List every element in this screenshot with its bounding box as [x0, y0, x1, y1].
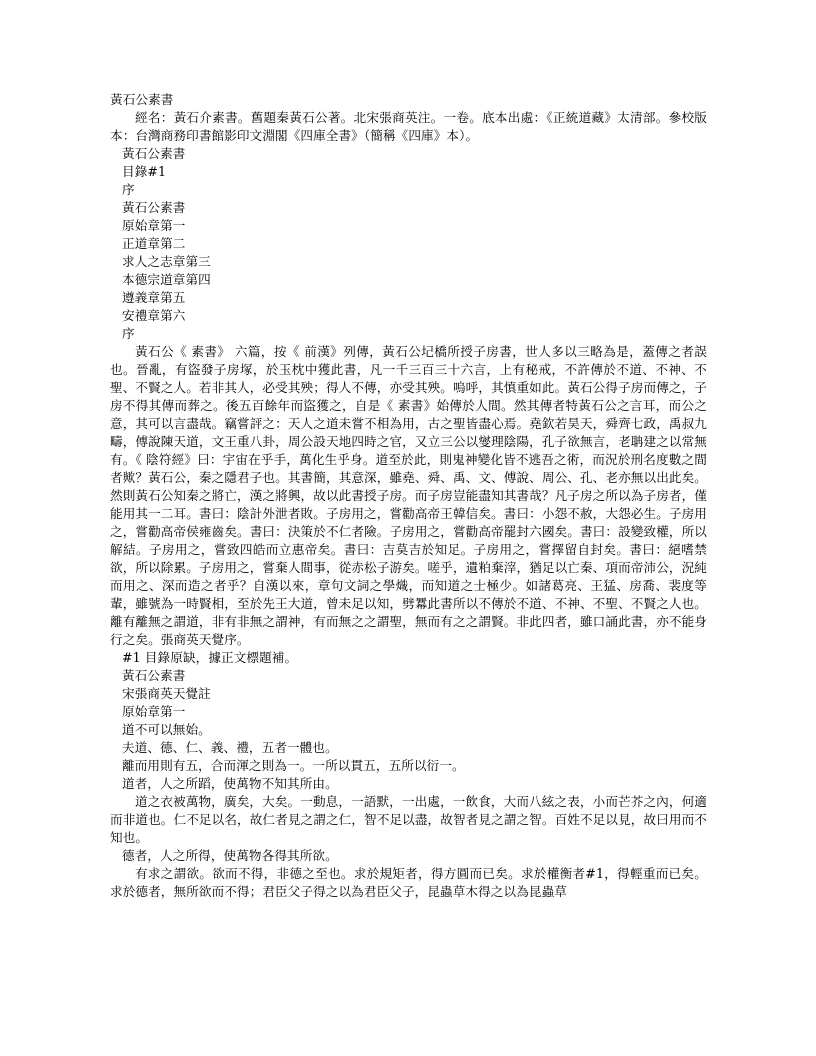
body-annotator-line: 宋張商英天覺註: [122, 686, 211, 701]
preface-body-paragraph: 黃石公《 素書》 六篇，按《 前漢》列傳，黃石公圮橋所授子房書，世人多以三略為是，蓋傳之者誤也。晉亂，有盜發子房塚，於玉枕中獲此書，凡一千三百三十六言，上有秘戒，不許傳於不道、不神、不聖、不賢之人。若非其人，必受其殃；得人不傳，亦受其殃。嗚呼，其慎重如此。黃石公得子房而傳之，子房不得其傳而葬之。後五百餘年而盜獲之，自是《 素書》始傳於人間。然其傳者特黃石公之言耳，而公之意，其可以言盡哉。竊嘗評之：天人之道未嘗不相為用，古之聖皆盡心焉。堯欽若昊天，舜齊七政，禹叔九疇，傅說陳天道，文王重八卦，周公設天地四時之官，又立三公以燮理陰陽，孔子欲無言，老聃建之以常無有。《 陰符經》曰：宇宙在乎手，萬化生乎身。道至於此，則鬼神變化皆不逃吾之術，而況於刑名度數之間者歟？黃石公，秦之隱君子也。其書簡，其意深，雖堯、舜、禹、文、傅說、周公、孔、老亦無以出此矣。然則黃石公知秦之將亡，漢之將興，故以此書授子房。而子房豈能盡知其書哉？凡子房之所以為子房者，僅能用其一二耳。書曰：陰計外泄者敗。子房用之，嘗勸高帝王韓信矣。書曰：小怨不赦，大怨必生。子房用之，嘗勸高帝侯雍齒矣。書曰：決策於不仁者險。子房用之，嘗勸高帝罷封六國矣。書曰：設變致權，所以解結。子房用之，嘗致四皓而立惠帝矣。書曰：吉莫吉於知足。子房用之，嘗擇留自封矣。書曰：絕嗜禁欲，所以除累。子房用之，嘗棄人間事，從赤松子游矣。嗟乎，遺粕棄滓，猶足以亡秦、項而帝沛公，況純而用之、深而造之者乎？自漢以來，章句文詞之學熾，而知道之士極少。如諸葛亮、王猛、房喬、裴度等輩，雖號為一時賢相，至於先王大道，曾未足以知，劈羃此書所以不傳於不道、不神、不聖、不賢之人也。離有離無之謂道，非有非無之謂神，有而無之之謂聖，無而有之之謂賢。非此四者，雖口誦此書，亦不能身行之矣。張商英天覺序。: [110, 344, 707, 647]
toc-item-chapter-4: 本德宗道章第四: [122, 272, 211, 287]
text-column: [110, 91, 707, 901]
toc-item-chapter-2: 正道章第二: [122, 236, 186, 251]
document-title: 黃石公素書: [110, 92, 174, 107]
colophon-paragraph: 經名：黃石介素書。舊題秦黃石公著。北宋張商英注。一卷。底本出處：《正統道藏》太清部。參校版本：台灣商務印書館影印文淵閣《四庫全書》（簡稱《四庫》本）。: [110, 110, 707, 143]
toc-item-chapter-6: 安禮章第六: [122, 308, 186, 323]
footnote-entry: #1 目錄原缺，據正文標題補。: [122, 650, 298, 665]
toc-item-preface: 序: [122, 182, 135, 197]
toc-item-chapter-5: 遵義章第五: [122, 290, 186, 305]
body-canonical-line: 道者，人之所蹈，使萬物不知其所由。: [122, 776, 338, 791]
toc-item-work-title: 黃石公素書: [122, 200, 186, 215]
body-commentary-line: 離而用則有五，合而渾之則為一。一所以貫五，五所以衍一。: [122, 758, 465, 773]
body-canonical-line: 道不可以無始。: [122, 722, 211, 737]
preface-heading: 序: [122, 326, 135, 341]
body-chapter-1-heading: 原始章第一: [122, 704, 186, 719]
toc-heading: 目錄#1: [122, 164, 167, 179]
toc-item-chapter-1: 原始章第一: [122, 218, 186, 233]
body-commentary-paragraph: 有求之謂欲。欲而不得，非德之至也。求於規矩者，得方圓而已矣。求於權衡者#1，得輕重而已矣。求於德者，無所欲而不得；君臣父子得之以為君臣父子，昆蟲草木得之以為昆蟲草: [110, 866, 707, 899]
body-canonical-line: 德者，人之所得，使萬物各得其所欲。: [122, 848, 338, 863]
body-commentary-paragraph: 道之衣被萬物，廣矣，大矣。一動息，一語默，一出處，一飲食，大而八絃之表，小而芒芥之內，何適而非道也。仁不足以名，故仁者見之謂之仁，智不足以盡，故智者見之謂之智。百姓不足以見，故曰用而不知也。: [110, 794, 707, 845]
toc-item-chapter-3: 求人之志章第三: [122, 254, 211, 269]
body-commentary-line: 夫道、德、仁、義、禮，五者一體也。: [122, 740, 338, 755]
toc-work-title: 黃石公素書: [122, 146, 186, 161]
body-work-title: 黃石公素書: [122, 668, 186, 683]
